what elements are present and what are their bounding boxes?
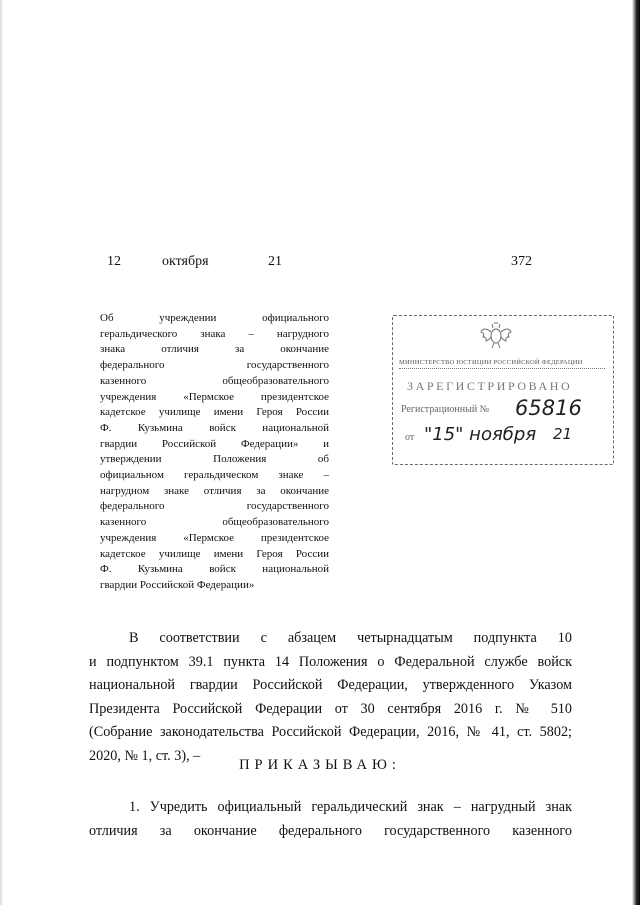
title-line: учреждения «Пермское президентское [100, 531, 329, 544]
order-item-1 [89, 796, 572, 843]
title-line: федерального государственного [100, 359, 329, 372]
title-line: кадетское училище имени Героя России [100, 406, 329, 419]
title-line: кадетское училище имени Героя России [100, 547, 329, 560]
title-line: нагрудном знаке отличия за окончание [100, 484, 329, 497]
paragraph-line: 2020, № 1, ст. 3), – [89, 747, 201, 764]
stamp-ministry-name: МИНИСТЕРСТВО ЮСТИЦИИ РОССИЙСКОЙ ФЕДЕРАЦИИ [399, 359, 605, 369]
registration-stamp [392, 315, 614, 465]
order-heading: ПРИКАЗЫВАЮ: [239, 757, 401, 773]
paragraph-line: отличия за окончание федерального государственного казенного [89, 822, 572, 839]
paragraph-line: 1. Учредить официальный геральдический знак – нагрудный знак [129, 799, 572, 815]
paragraph-line: В соответствии с абзацем четырнадцатым подпункта 10 [129, 630, 572, 646]
title-line: утверждении Положения об [100, 453, 329, 466]
stamp-handwritten-date: "15" ноября [424, 424, 537, 445]
title-line: казенного общеобразовательного [100, 374, 329, 387]
paragraph-line: национальной гвардии Российской Федерации, утвержденного Указом [89, 677, 572, 694]
title-line: Ф. Кузьмина войск национальной [100, 563, 329, 576]
title-line: гвардии Российской Федерации» и [100, 437, 329, 450]
order-title [100, 311, 329, 594]
stamp-registration-number: 65816 [515, 396, 582, 420]
order-date-month: октября [162, 254, 209, 269]
title-line: гвардии Российской Федерации» [100, 578, 255, 591]
stamp-date-prefix: от [405, 432, 415, 443]
stamp-registration-label: Регистрационный № [401, 404, 490, 415]
stamp-registered-label: ЗАРЕГИСТРИРОВАНО [407, 379, 573, 393]
order-date-day: 12 [107, 254, 121, 269]
order-number: 372 [511, 254, 532, 269]
title-line: официальном геральдическом знаке – [100, 469, 329, 482]
title-line: Ф. Кузьмина войск национальной [100, 421, 329, 434]
order-date-year: 21 [268, 254, 282, 269]
paragraph-line: Президента Российской Федерации от 30 сентября 2016 г. № 510 [89, 700, 572, 717]
paragraph-line: (Собрание законодательства Российской Федерации, 2016, № 41, ст. 5802; [89, 724, 572, 741]
title-line: Об учреждении официального [100, 312, 329, 324]
stamp-handwritten-year: 21 [553, 425, 573, 443]
title-line: геральдического знака – нагрудного [100, 327, 329, 340]
eagle-emblem-icon [479, 320, 513, 350]
title-line: казенного общеобразовательного [100, 516, 329, 529]
title-line: учреждения «Пермское президентское [100, 390, 329, 403]
preamble-paragraph [89, 627, 572, 769]
paragraph-line: и подпунктом 39.1 пункта 14 Положения о Федеральной службе войск [89, 653, 572, 670]
title-line: знака отличия за окончание [100, 343, 329, 356]
title-line: федерального государственного [100, 500, 329, 513]
